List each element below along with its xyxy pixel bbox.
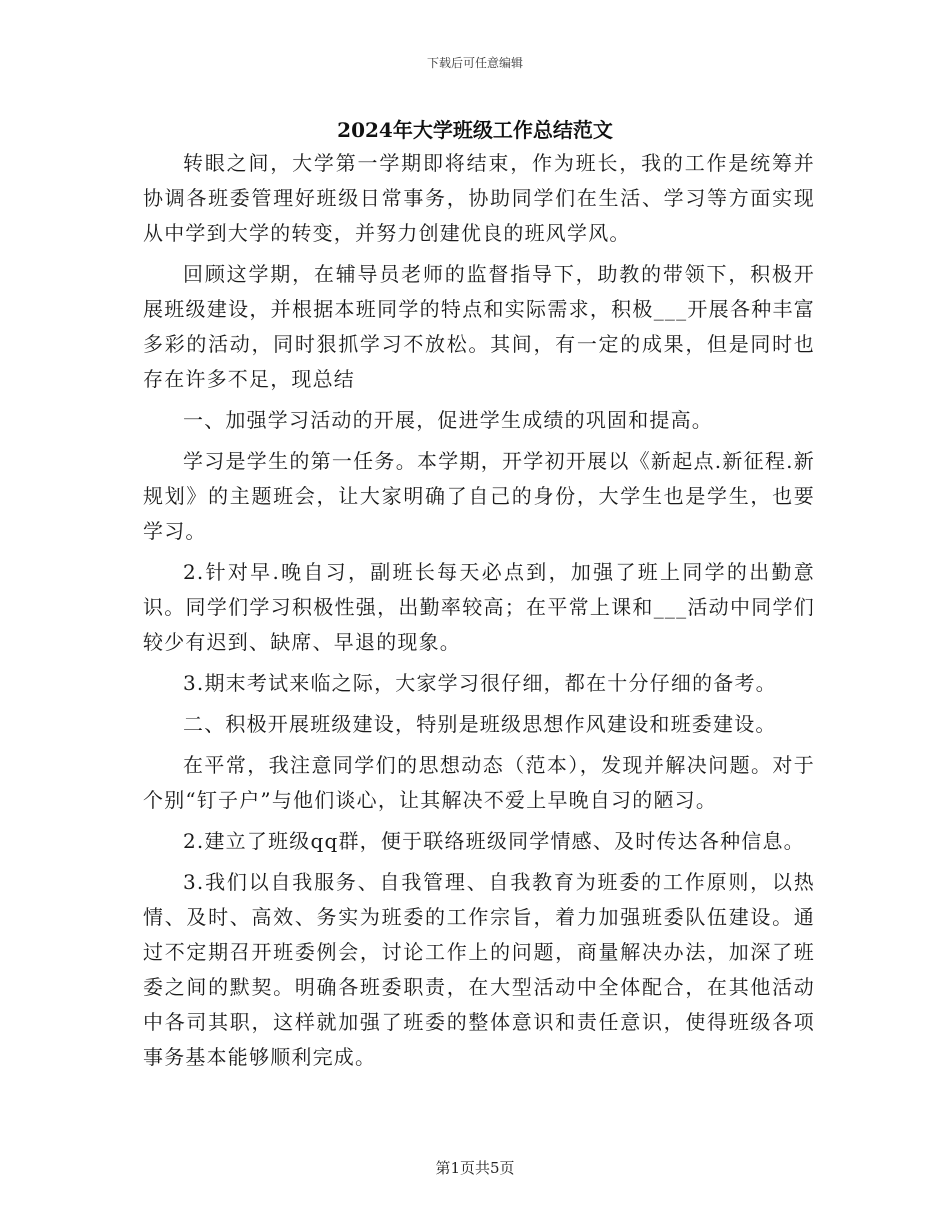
paragraph-intro: 转眼之间，大学第一学期即将结束，作为班长，我的工作是统筹并协调各班委管理好班级日常事务，协助同学们在生活、学习等方面实现从中学到大学的转变，并努力创建优良的班风学风。 <box>143 151 815 245</box>
paragraph-study-3: 3.期末考试来临之际，大家学习很仔细，都在十分仔细的备考。 <box>183 671 777 695</box>
document-body <box>143 146 815 1081</box>
page-number: 第1页共5页 <box>435 1159 515 1177</box>
header-note: 下载后可任意编辑 <box>426 56 523 70</box>
section-heading-1: 一、加强学习活动的开展，促进学生成绩的巩固和提高。 <box>183 408 713 432</box>
paragraph-review: 回顾这学期，在辅导员老师的监督指导下，助教的带领下，积极开展班级建设，并根据本班同学的特点和实际需求，积极___开展各种丰富多彩的活动，同时狠抓学习不放松。其间，有一定的成果，但是同时也存在许多不足，现总结 <box>143 262 815 391</box>
paragraph-class-2: 2.建立了班级qq群，便于联络班级同学情感、及时传达各种信息。 <box>183 829 805 853</box>
paragraph-study-1: 学习是学生的第一任务。本学期，开学初开展以《新起点.新征程.新规划》的主题班会，让大家明确了自己的身份，大学生也是学生，也要学习。 <box>143 449 815 543</box>
paragraph-class-1: 在平常，我注意同学们的思想动态（范本），发现并解决问题。对于个别“钉子户”与他们谈心，让其解决不爱上早晚自习的陋习。 <box>143 753 815 812</box>
document-title: 2024年大学班级工作总结范文 <box>337 118 613 142</box>
paragraph-study-2: 2.针对早.晚自习，副班长每天必点到，加强了班上同学的出勤意识。同学们学习积极性强，出勤率较高；在平常上课和___活动中同学们较少有迟到、缺席、早退的现象。 <box>143 560 815 654</box>
paragraph-class-3: 3.我们以自我服务、自我管理、自我教育为班委的工作原则，以热情、及时、高效、务实为班委的工作宗旨，着力加强班委队伍建设。通过不定期召开班委例会，讨论工作上的问题，商量解决办法，加深了班委之间的默契。明确各班委职责，在大型活动中全体配合，在其他活动中各司其职，这样就加强了班委的整体意识和责任意识，使得班级各项事务基本能够顺利完成。 <box>143 870 815 1069</box>
section-heading-2: 二、积极开展班级建设，特别是班级思想作风建设和班委建设。 <box>183 712 777 736</box>
